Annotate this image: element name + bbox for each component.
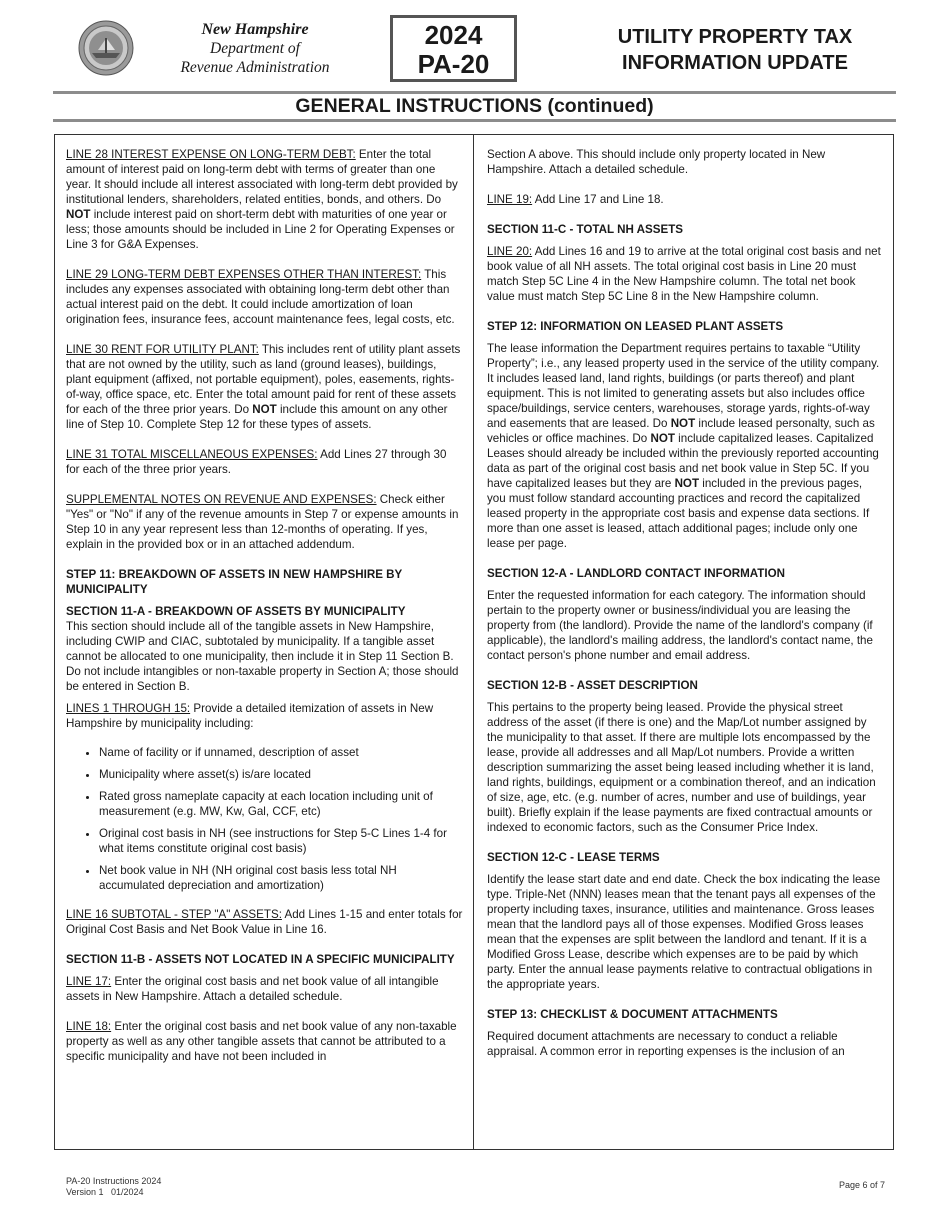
- left-column: [66, 147, 463, 1079]
- lines1-15-paragraph: [66, 701, 463, 731]
- line30-not: NOT: [252, 403, 277, 416]
- footer-doc-info: [66, 1176, 161, 1198]
- line28-label: LINE 28 INTEREST EXPENSE ON LONG-TERM DEBT:: [66, 148, 356, 161]
- supplemental-paragraph: [66, 492, 463, 552]
- footer-doc-name: PA-20 Instructions 2024: [66, 1176, 162, 1186]
- agency-division: Revenue Administration: [180, 59, 330, 76]
- section11c-heading: SECTION 11-C - TOTAL NH ASSETS: [487, 223, 684, 236]
- line28-not: NOT: [66, 208, 91, 221]
- line30-paragraph: [66, 342, 463, 432]
- form-id: PA-20: [417, 49, 490, 79]
- page-number: Page 6 of 7: [838, 1180, 885, 1190]
- right-column: [487, 147, 881, 1074]
- line28-text-a: Enter the total amount of interest paid on long-term debt with terms of greater than one year. It should include all interest associated with long-term debt provided by institutional lenders, shareholders, related entities, bonds, and others. Do: [66, 148, 458, 206]
- line28-text-b: include interest paid on short-term debt with maturities of one year or less; those amounts should be included in Line 2 for Operating Expenses or Line 3 for G&A Expenses.: [66, 208, 455, 251]
- section12c-text: Identify the lease start date and end date. Check the box indicating the lease type. Triple-Net (NNN) leases mean that the tenant pays all expenses of the property including taxes, insurance, utilities and maintenance. Gross leases mean that the landlord pays all of those expenses. Modified Gross leases mean that the expenses are split between the landlord and tenant. If it is a Modified Gross Lease, describe which expenses are to be paid by which party. Enter the annual lease payments relative to contractual obligations in the appropriate years.: [487, 873, 881, 991]
- line19-paragraph: [487, 192, 881, 207]
- supplemental-label: SUPPLEMENTAL NOTES ON REVENUE AND EXPENSES:: [66, 493, 377, 506]
- step12-text-d: included in the previous pages, you must follow standard accounting practices and record the capitalized leased property in the appropriate cost basis and expense data sections. If more than one asset is leased, attach additional pages; include only one lease per page.: [487, 477, 870, 550]
- agency-state: New Hampshire: [201, 21, 309, 38]
- list-item: • Original cost basis in NH (see instructions for Step 5-C Lines 1-4 for what items constitute original cost basis): [99, 826, 463, 856]
- step12-text-c: include capitalized leases. Capitalized Leases should already be included within the previously reported accounting data as part of the original cost basis and net book value in Step 5C. If you have capitalized leases but they are: [487, 432, 879, 490]
- step13-text: Required document attachments are necessary to conduct a reliable appraisal. A common error in reporting expenses is the inclusion of an: [487, 1030, 845, 1058]
- step12-not-3: NOT: [674, 477, 700, 490]
- line18-label: LINE 18:: [66, 1020, 112, 1033]
- header-rule-bottom: [53, 119, 896, 122]
- line19-text: Add Line 17 and Line 18.: [532, 193, 664, 206]
- lines1-15-label: LINES 1 THROUGH 15:: [66, 702, 191, 715]
- line16-paragraph: [66, 907, 463, 937]
- list-item: • Net book value in NH (NH original cost basis less total NH accumulated depreciation and amortization): [99, 863, 463, 893]
- line18-continued: Section A above. This should include only property located in New Hampshire. Attach a detailed schedule.: [487, 148, 826, 176]
- line29-text: This includes any expenses associated with obtaining long-term debt other than actual interest paid on the debt. It could include amortization of loan origination fees, insurance fees, account maintenance fees, legal costs, etc.: [66, 268, 455, 326]
- agency-name: [150, 20, 360, 77]
- asset-itemization-list: [66, 745, 463, 893]
- line31-label: LINE 31 TOTAL MISCELLANEOUS EXPENSES:: [66, 448, 318, 461]
- section-title: GENERAL INSTRUCTIONS (continued): [295, 95, 654, 117]
- line17-paragraph: [66, 974, 463, 1004]
- line29-label: LINE 29 LONG-TERM DEBT EXPENSES OTHER THAN INTEREST:: [66, 268, 422, 281]
- line20-paragraph: [487, 244, 881, 304]
- step13-heading: STEP 13: CHECKLIST & DOCUMENT ATTACHMENTS: [487, 1008, 778, 1021]
- line29-paragraph: [66, 267, 463, 327]
- document-title-line2: INFORMATION UPDATE: [622, 52, 848, 74]
- step12-text-a: The lease information the Department requires pertains to taxable “Utility Property”; i.e., any leased property used in the service of the utility company. It includes leased land, land rights, buildings (or parts thereof) and plant equipment. This is not limited to generating assets but also includes office space/buildings, service centers, warehouses, storage yards, rights-of-way and easements that are leased. Do: [487, 342, 880, 430]
- line17-label: LINE 17:: [66, 975, 112, 988]
- section12b-text: This pertains to the property being leased. Provide the physical street address of the asset (if there is one) and the Map/Lot number assigned by the municipality to that asset. If there are multiple lots encompassed by the lease, provide all addresses and all Map/Lot numbers. Provide a written description summarizing the asset being leased including whether it is land, land rights, buildings, equipment or a combination thereof, and an indication of size, age, etc. (e.g. number of acres, number and use of buildings, year built). Briefly explain if the lease payments are fixed contractual amounts or indexed to economic factors, such as the Consumer Price Index.: [487, 701, 876, 834]
- section11a-text: This section should include all of the tangible assets in New Hampshire, including CWIP and CIAC, subtotaled by municipality. If a tangible asset cannot be allocated to one municipality, then include it in Step 11 Section B. Do not include intangibles or non-taxable property in Section A; those should be entered in Section B.: [66, 620, 459, 693]
- line30-text-a: This includes rent of utility plant assets that are not owned by the utility, such as land (ground leases), buildings, plant equipment (affixed, not portable equipment), poles, easements, rights-of-way, office space, etc. Enter the total amount paid for rent of these assets for each of the three prior years. Do: [66, 343, 461, 416]
- list-item: • Name of facility or if unnamed, description of asset: [99, 745, 463, 760]
- step12-not-1: NOT: [670, 417, 696, 430]
- line30-text-b: include this amount on any other line of Step 10. Complete Step 12 for these types of assets.: [66, 403, 448, 431]
- line28-paragraph: [66, 147, 463, 252]
- supplemental-text: Check either "Yes" or "No" if any of the revenue amounts in Step 7 or expense amounts in Step 10 in any year represent less than 12-months of operating. If yes, explain in the provided box or in an attached addendum.: [66, 493, 459, 551]
- lines1-15-text: Provide a detailed itemization of assets in New Hampshire by municipality including:: [66, 702, 434, 730]
- line16-text: Add Lines 1-15 and enter totals for Original Cost Basis and Net Book Value in Line 16.: [66, 908, 463, 936]
- step11-heading: STEP 11: BREAKDOWN OF ASSETS IN NEW HAMPSHIRE BY MUNICIPALITY: [66, 568, 403, 596]
- section11b-heading: SECTION 11-B - ASSETS NOT LOCATED IN A SPECIFIC MUNICIPALITY: [66, 953, 455, 966]
- section12a-text: Enter the requested information for each category. The information should pertain to the property owner or business/individual you are leasing the property from (the landlord). Provide the name of the landlord's company (if applicable), the landlord's mailing address, the landlord's contact name, the contact person's phone number and email address.: [487, 589, 873, 662]
- list-item: • Municipality where asset(s) is/are located: [99, 767, 463, 782]
- line31-text: Add Lines 27 through 30 for each of the three prior years.: [66, 448, 447, 476]
- form-id-box: [390, 15, 517, 82]
- section12c-heading: SECTION 12-C - LEASE TERMS: [487, 851, 660, 864]
- step12-not-2: NOT: [650, 432, 675, 445]
- list-item: • Rated gross nameplate capacity at each location including unit of measurement (e.g. MW, Kw, Gal, CCF, etc): [99, 789, 463, 819]
- section11a-heading: SECTION 11-A - BREAKDOWN OF ASSETS BY MUNICIPALITY: [66, 605, 406, 618]
- section12b-heading: SECTION 12-B - ASSET DESCRIPTION: [487, 679, 698, 692]
- agency-department: Department of: [210, 40, 300, 57]
- step12-heading: STEP 12: INFORMATION ON LEASED PLANT ASSETS: [487, 320, 784, 333]
- form-year: 2024: [424, 20, 483, 50]
- step12-text-b: include leased personalty, such as vehicles or office machines. Do: [487, 417, 875, 445]
- line20-label: LINE 20:: [487, 245, 533, 258]
- document-title-line1: UTILITY PROPERTY TAX: [617, 26, 853, 48]
- line30-label: LINE 30 RENT FOR UTILITY PLANT:: [66, 343, 259, 356]
- line16-label: LINE 16 SUBTOTAL - STEP "A" ASSETS:: [66, 908, 282, 921]
- step12-paragraph: [487, 341, 881, 551]
- line17-text: Enter the original cost basis and net book value of all intangible assets in New Hampshire. Attach a detailed schedule.: [66, 975, 439, 1003]
- line31-paragraph: [66, 447, 463, 477]
- line18-paragraph: [66, 1019, 463, 1064]
- column-divider: [473, 134, 474, 1150]
- line19-label: LINE 19:: [487, 193, 533, 206]
- footer-version: Version 1 01/2024: [66, 1187, 144, 1197]
- section12a-heading: SECTION 12-A - LANDLORD CONTACT INFORMATION: [487, 567, 785, 580]
- line20-text: Add Lines 16 and 19 to arrive at the total original cost basis and net book value of all NH assets. The total original cost basis in Line 20 must match Step 5C Line 4 in the New Hampshire column. The total net book value must match Step 5C Line 8 in the New Hampshire column.: [487, 245, 881, 303]
- line18-text: Enter the original cost basis and net book value of any non-taxable property as well as any other tangible assets that cannot be attributed to a specific municipality and have not been included in: [66, 1020, 457, 1063]
- document-title: [560, 24, 910, 76]
- state-seal-icon: [78, 20, 134, 76]
